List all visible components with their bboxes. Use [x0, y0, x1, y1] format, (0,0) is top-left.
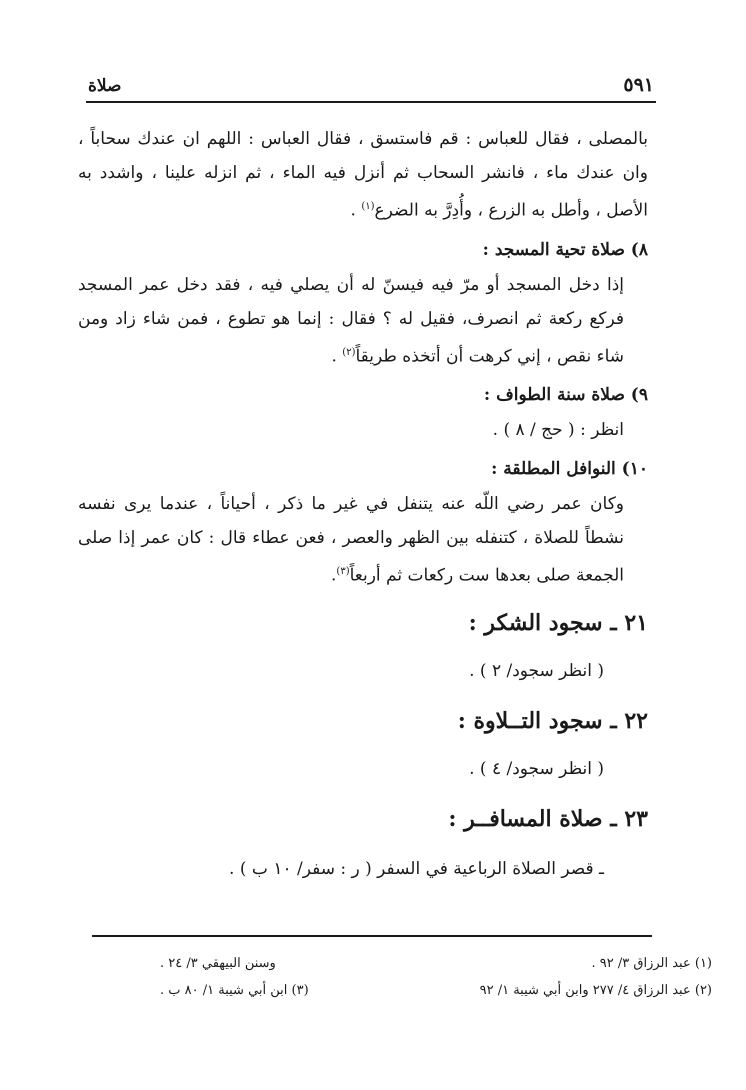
- footnote-1: (١) عبد الرزاق ٣/ ٩٢ .: [591, 956, 712, 971]
- footnote-marker: (٣): [336, 566, 350, 578]
- paragraph-sunnat-al-tawaf: [78, 413, 648, 447]
- main-text: [78, 122, 648, 887]
- text-line: علينا ، واشدد به الأصل ، وأطل به الزرع ، وأُدِرَّ به الضرع: [78, 163, 648, 221]
- text-line: انظر : ( حج / ٨ ) .: [492, 420, 624, 441]
- reference-sujud-al-tilawa: ( انظر سجود/ ٤ ) .: [469, 758, 604, 779]
- footnote-marker: (١): [361, 201, 375, 212]
- paragraph-istisqa: [78, 122, 648, 228]
- item-qasr-al-salat: ـ قصر الصلاة الرباعية في السفر ( ر : سفر/ ١٠ ب ) .: [229, 858, 604, 879]
- text-line: نفسه نشطاً للصلاة ، كتنفله بين الظهر والعصر ، فعن عطاء قال : كان عمر: [78, 494, 624, 549]
- footnote-marker: (٢): [342, 346, 356, 358]
- section-heading-tahiyyat-al-masjid: ٨) صلاة تحية المسجد :: [482, 239, 648, 260]
- footnote-rule: [92, 935, 652, 937]
- heading-sujud-al-tilawa: ٢٢ ـ سجود التــلاوة :: [457, 707, 648, 734]
- running-title: صلاة: [88, 76, 122, 96]
- reference-sujud-al-shukr: ( انظر سجود/ ٢ ) .: [469, 660, 604, 681]
- heading-sujud-al-shukr: ٢١ ـ سجود الشكر :: [468, 609, 648, 636]
- footnote-2: (٢) عبد الرزاق ٤/ ٢٧٧ وابن أبي شيبة ١/ ٩٢: [479, 983, 712, 998]
- section-heading-sunnat-al-tawaf: ٩) صلاة سنة الطواف :: [483, 385, 648, 406]
- page-header: [88, 70, 654, 100]
- text-line-end: .: [350, 200, 362, 221]
- text-line: زاد ومن شاء نقص ، إني كرهت أن أتخذه طريقاً: [78, 308, 624, 367]
- paragraph-nawafil-mutlaqa: [78, 487, 648, 593]
- section-heading-nawafil-mutlaqa: ١٠) النوافل المطلقة :: [491, 459, 648, 480]
- text-line-end: .: [331, 346, 343, 367]
- paragraph-tahiyyat-al-masjid: [78, 268, 648, 374]
- footnote-1-continued: وسنن البيهقي ٣/ ٢٤ .: [160, 956, 276, 971]
- footnotes: [160, 950, 712, 1004]
- footnote-row: [160, 950, 712, 977]
- footnote-3: (٣) ابن أبي شيبة ١/ ٨٠ ب .: [160, 983, 309, 998]
- header-rule: [86, 101, 656, 103]
- text-line: بالمصلى ، فقال للعباس : قم فاستسق ، فقال العباس : اللهم ان عندك: [137, 129, 649, 149]
- text-line-end: .: [331, 565, 337, 586]
- page-number: ٥٩١: [623, 74, 654, 96]
- footnote-row: [160, 977, 712, 1004]
- text-line: إذا صلى الجمعة صلى بعدها ست ركعات ثم أربعاً: [78, 528, 624, 586]
- text-line: سحاباً ، وان عندك ماء ، فانشر السحاب ثم أنزل فيه الماء ، ثم انزله: [78, 129, 648, 183]
- text-line: وكان عمر رضي اللّه عنه يتنفل في غير ما ذكر ، أحياناً ، عندما يرى: [123, 494, 624, 515]
- heading-salat-al-musafir: ٢٣ ـ صلاة المسافــر :: [448, 805, 648, 832]
- text-line: المسجد فركع ركعة ثم انصرف، فقيل له ؟ فقال : إنما هو تطوع ، فمن شاء: [78, 274, 624, 329]
- text-line: إذا دخل المسجد أو مرّ فيه فيسنّ له أن يصلي فيه ، فقد دخل عمر: [140, 274, 624, 295]
